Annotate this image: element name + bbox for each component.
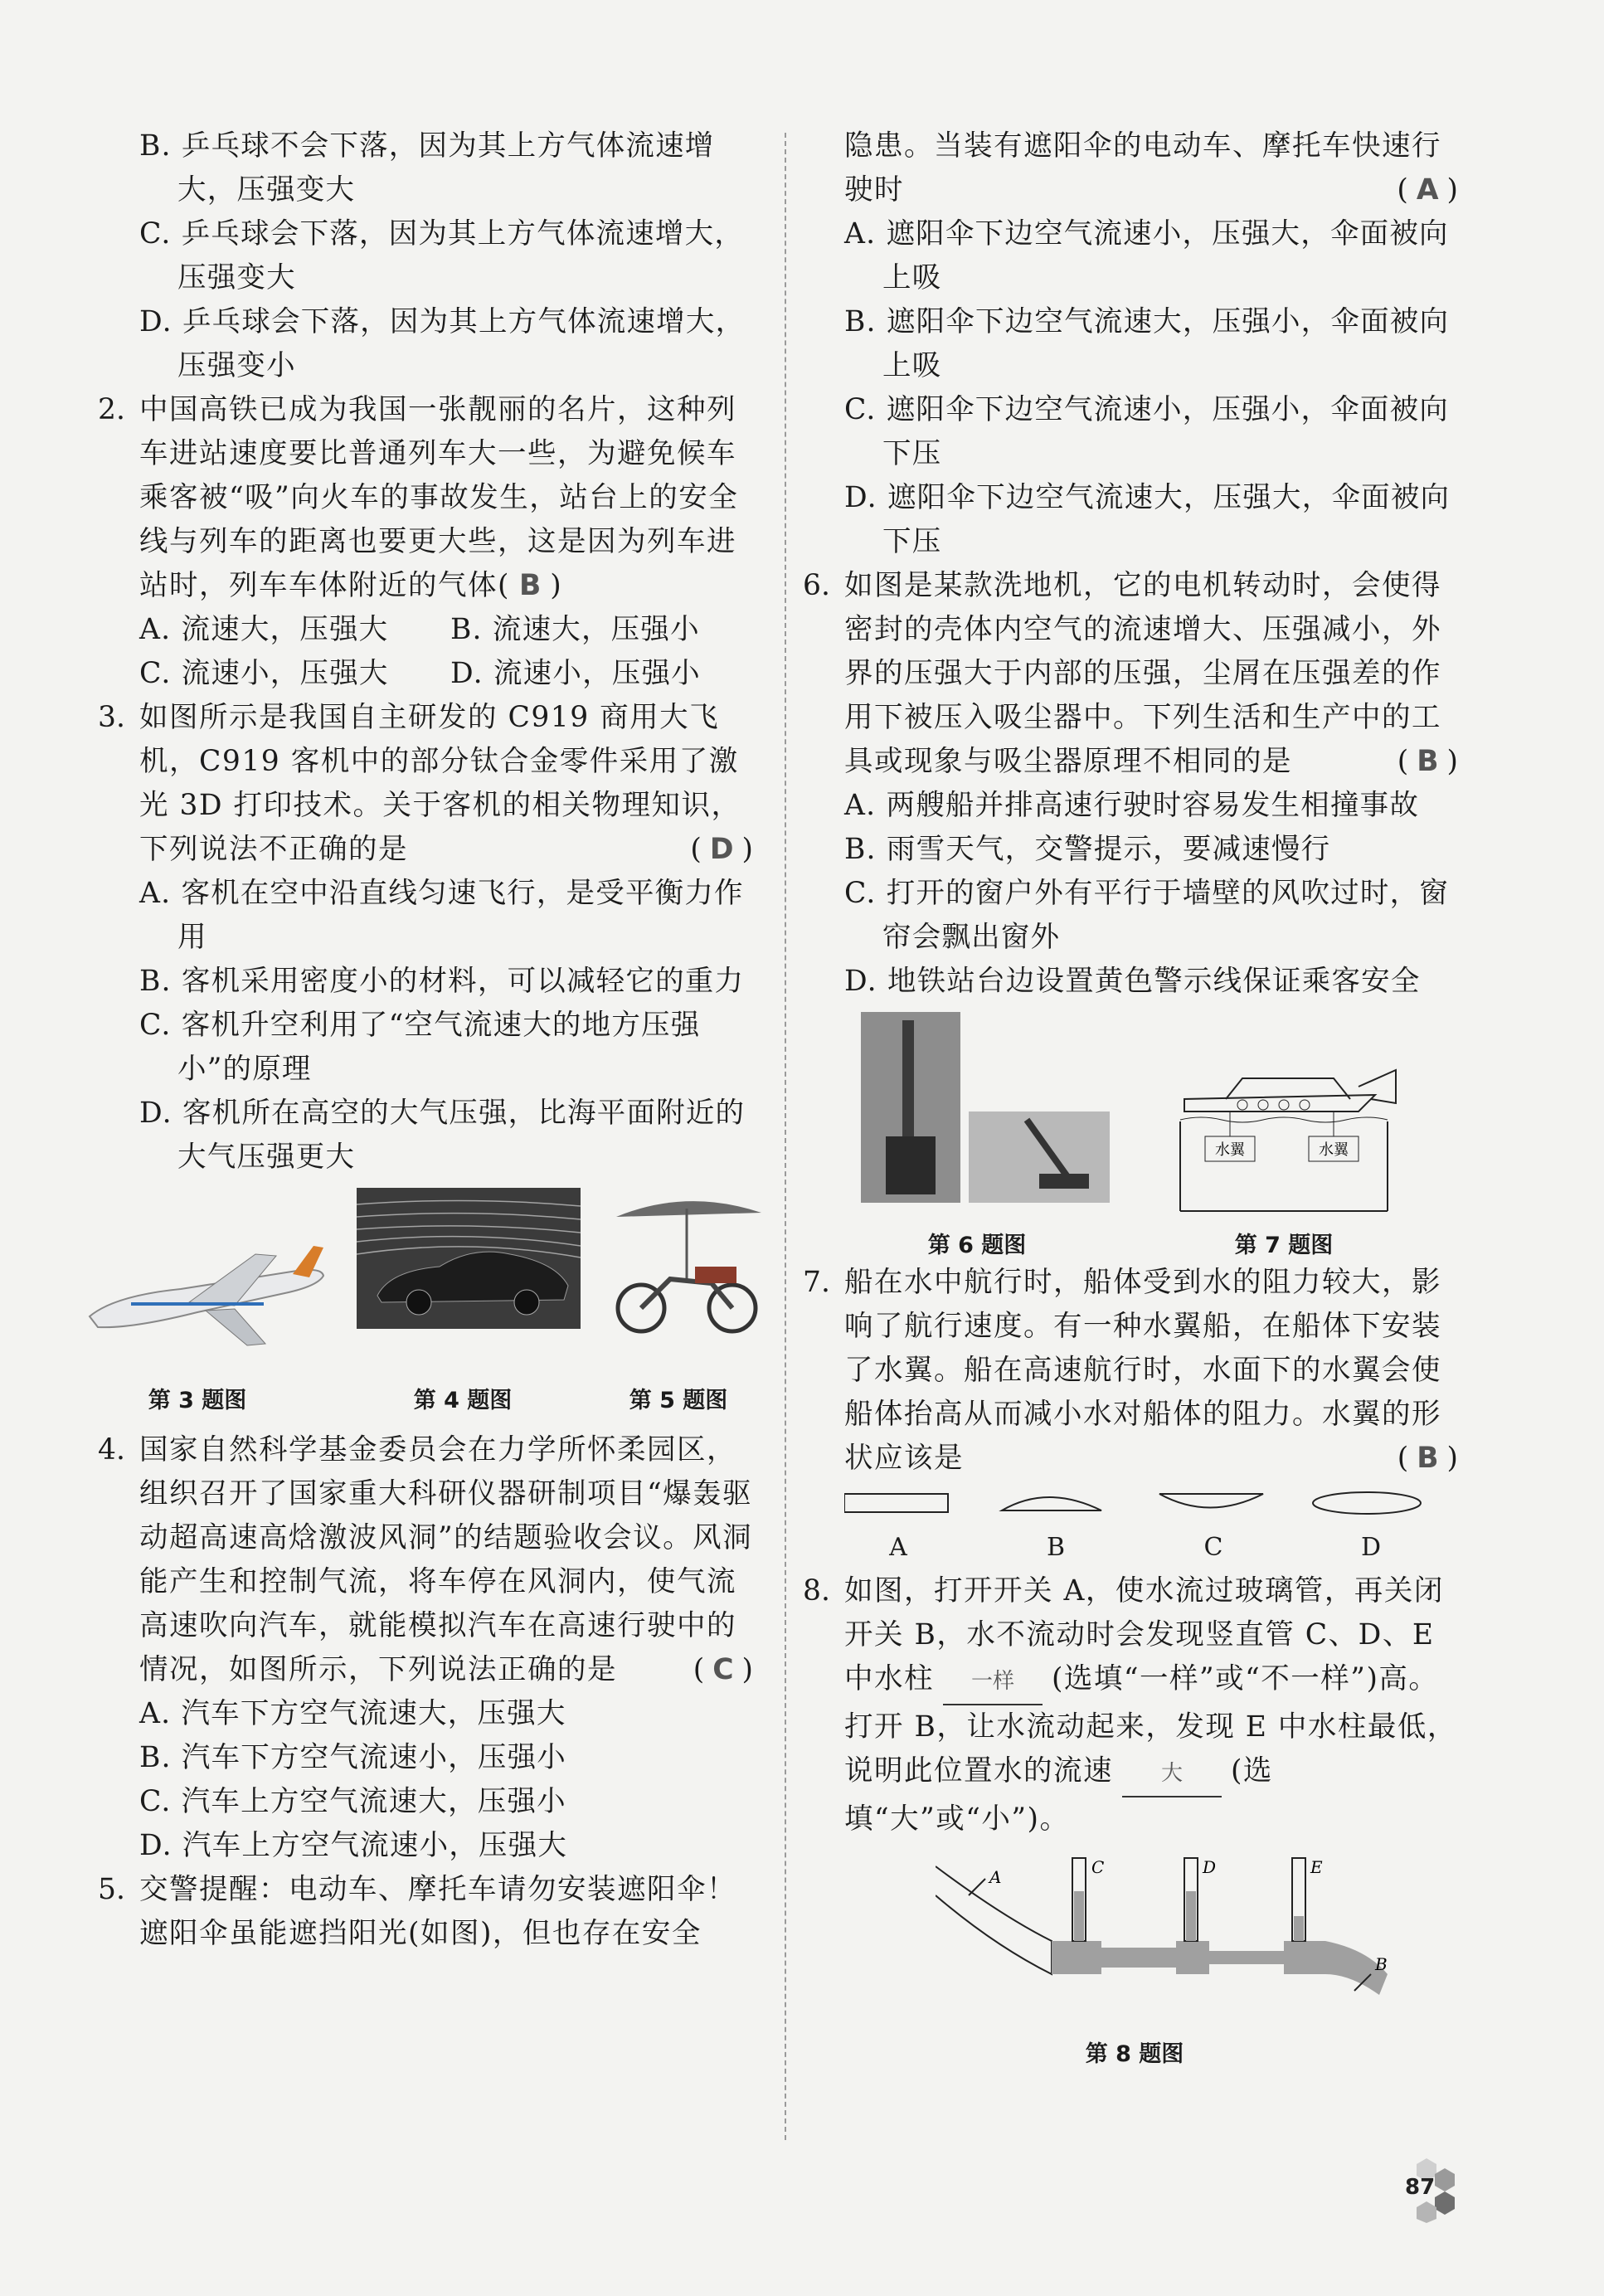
question-number: 8. <box>803 1574 830 1608</box>
question-number: 5. <box>98 1873 125 1906</box>
options-row <box>139 652 761 696</box>
wind-tunnel-car-figure <box>357 1188 581 1329</box>
answer-parens: (D) <box>690 833 761 866</box>
option-c: C. 客机升空利用了“空气流速大的地方压强小”的原理 <box>139 1009 701 1086</box>
option-b: B. 流速大，压强小 <box>450 613 700 646</box>
question-text: 船在水中航行时，船体受到水的阻力较大，影响了航行速度。有一种水翼船，在船体下安装了水翼。船在高速航行时，水面下的水翼会使船体抬高从而减小水对船体的阻力。水翼的形状应该是 <box>844 1266 1441 1475</box>
airplane-figure <box>81 1238 330 1354</box>
option-d: D. 流速小，压强小 <box>450 657 701 690</box>
hydrofoil-label: 水翼 <box>1319 1141 1349 1159</box>
answer: B <box>518 569 542 602</box>
question-3 <box>98 696 761 1180</box>
page-number-badge <box>1393 2157 1460 2223</box>
valve-a-label: A <box>989 1867 1002 1887</box>
shape-label-d: D <box>1360 1533 1382 1562</box>
figure-6-caption: 第 6 题图 <box>927 1233 1027 1258</box>
hydrofoil-label: 水翼 <box>1215 1141 1245 1159</box>
option-a: A. 遮阳伞下边空气流速小，压强大，伞面被向上吸 <box>844 217 1449 294</box>
q1-option-c-text: C. 乒乓球会下落，因为其上方气体流速增大，压强变大 <box>139 217 745 294</box>
question-number: 2. <box>98 393 125 426</box>
answer: B <box>1417 745 1447 778</box>
question-text: 交警提醒：电动车、摩托车请勿安装遮阳伞！遮阳伞虽能遮挡阳光(如图)，但也存在安全 <box>139 1873 736 1950</box>
question-6 <box>803 564 1466 1004</box>
left-column <box>98 124 761 1956</box>
answer-blank-2: 大 <box>1122 1752 1222 1797</box>
question-4 <box>98 1428 761 1868</box>
question-text: 国家自然科学基金委员会在力学所怀柔园区，组织召开了国家重大科研仪器研制项目“爆轰驱动超高速高焓激波风洞”的结题验收会议。风洞能产生和控制气流，将车停在风洞内，使气流高速吹向汽车，就能模拟汽车在高速行驶中的情况，如图所示，下列说法正确的是 <box>139 1433 753 1686</box>
figure-8-caption: 第 8 题图 <box>1085 2041 1184 2067</box>
question-text: 隐患。当装有遮阳伞的电动车、摩托车快速行驶时 <box>844 129 1441 207</box>
answer: C <box>712 1653 742 1686</box>
question-text-part2: (选填“一样”或“不一样”)高。打开 B，让水流动起来，发现 E 中水柱最低，说明此位置水的流速 <box>844 1662 1457 1788</box>
question-number: 4. <box>98 1433 125 1467</box>
figure-5-caption: 第 5 题图 <box>629 1388 728 1413</box>
q1-option-b-text: B. 乒乓球不会下落，因为其上方气体流速增大，压强变大 <box>139 129 715 207</box>
question-number: 3. <box>98 701 125 734</box>
question-text: 中国高铁已成为我国一张靓丽的名片，这种列车进站速度要比普通列车大一些，为避免候车乘客被“吸”向火车的事故发生，站台上的安全线与列车的距离也要更大些，这是因为列车进站时，列车车体附近的气体( <box>139 393 739 602</box>
option-c: C. 汽车上方空气流速大，压强小 <box>139 1785 566 1818</box>
pipe-diagram <box>936 1850 1400 2024</box>
answer-parens: (A) <box>1397 173 1466 207</box>
figure-3-caption: 第 3 题图 <box>148 1388 247 1413</box>
option-d: D. 汽车上方空气流速小，压强大 <box>139 1829 568 1862</box>
tube-c-label: C <box>1091 1857 1105 1877</box>
shape-label-a: A <box>889 1533 907 1562</box>
option-b: B. 遮阳伞下边空气流速大，压强小，伞面被向上吸 <box>844 305 1450 382</box>
question-number: 6. <box>803 569 830 602</box>
option-c: C. 遮阳伞下边空气流速小，压强小，伞面被向下压 <box>844 393 1449 470</box>
hydrofoil-option-labels <box>844 1525 1466 1569</box>
right-column <box>803 124 1466 2076</box>
option-d: D. 地铁站台边设置黄色警示线保证乘客安全 <box>844 965 1421 998</box>
column-divider <box>785 133 786 2140</box>
option-c: C. 流速小，压强大 <box>139 657 389 690</box>
question-5-continued <box>803 124 1466 564</box>
figure-4-caption: 第 4 题图 <box>413 1388 513 1413</box>
question-7 <box>803 1261 1466 1569</box>
option-b: B. 雨雪天气，交警提示，要减速慢行 <box>844 833 1331 866</box>
answer-parens: (B) <box>1397 1442 1466 1475</box>
q1-option-d-text: D. 乒乓球会下落，因为其上方气体流速增大，压强变小 <box>139 305 746 382</box>
option-c: C. 打开的窗户外有平行于墙壁的风吹过时，窗帘会飘出窗外 <box>844 877 1449 954</box>
question-5-start <box>98 1868 761 1956</box>
figures-3-4-5 <box>98 1188 761 1412</box>
option-a: A. 流速大，压强大 <box>139 613 389 646</box>
option-a: A. 汽车下方空气流速大，压强大 <box>139 1697 566 1730</box>
answer-parens: (C) <box>693 1653 761 1686</box>
question-8 <box>803 1569 1466 2076</box>
question-text: 如图是某款洗地机，它的电机转动时，会使得密封的壳体内空气的流速增大、压强减小，外界的压强大于内部的压强，尘屑在压强差的作用下被压入吸尘器中。下列生活和生产中的工具或现象与吸尘器原理不相同的是 <box>844 569 1441 778</box>
figure-7-caption: 第 7 题图 <box>1234 1233 1334 1258</box>
options-row <box>139 608 761 652</box>
question-text-part1: 如图，打开开关 A，使水流过玻璃管，再关闭开关 B，水不流动时会发现竖直管 C、D、E 中水柱 <box>844 1574 1444 1695</box>
hydrofoil-shapes <box>844 1484 1466 1525</box>
answer-parens: (B) <box>1397 745 1466 778</box>
tube-e-label: E <box>1310 1857 1323 1877</box>
shape-label-b: B <box>1046 1533 1066 1562</box>
option-b: B. 汽车下方空气流速小，压强小 <box>139 1741 566 1774</box>
valve-b-label: B <box>1375 1954 1388 1974</box>
option-d: D. 客机所在高空的大气压强，比海平面附近的大气压强更大 <box>139 1097 746 1174</box>
floor-washer-figure <box>861 1012 1110 1203</box>
figures-6-7 <box>803 1012 1466 1261</box>
question-text: 如图所示是我国自主研发的 C919 商用大飞机，C919 客机中的部分钛合金零件采用了激光 3D 打印技术。关于客机的相关物理知识，下列说法不正确的是 <box>139 701 741 866</box>
answer: D <box>709 833 742 866</box>
question-2 <box>98 388 761 696</box>
option-a: A. 客机在空中沿直线匀速飞行，是受平衡力作用 <box>139 877 744 954</box>
question-number: 7. <box>803 1266 830 1299</box>
page-number: 87 <box>1405 2175 1436 2200</box>
hydrofoil-boat-figure <box>1168 1053 1408 1219</box>
shape-label-c: C <box>1203 1533 1223 1562</box>
tube-d-label: D <box>1203 1857 1217 1877</box>
question-text-part3: (选填“大”或“小”)。 <box>844 1754 1273 1836</box>
answer: A <box>1416 173 1447 207</box>
answer-blank-1: 一样 <box>943 1660 1043 1705</box>
option-b: B. 客机采用密度小的材料，可以减轻它的重力 <box>139 965 745 998</box>
option-d: D. 遮阳伞下边空气流速大，压强大，伞面被向下压 <box>844 481 1451 558</box>
paren-close: ) <box>550 569 561 602</box>
ebike-umbrella-figure <box>604 1188 770 1337</box>
answer: B <box>1417 1442 1447 1475</box>
option-a: A. 两艘船并排高速行驶时容易发生相撞事故 <box>844 789 1420 822</box>
